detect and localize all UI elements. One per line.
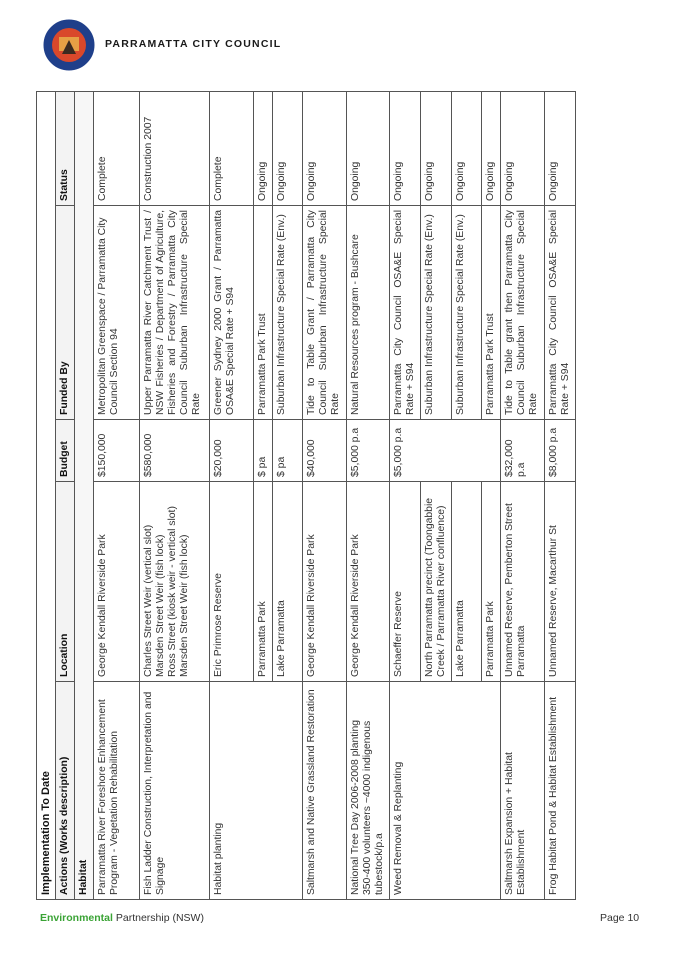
location-cell: George Kendall Riverside Park: [303, 482, 347, 682]
location-cell: Lake Parramatta: [452, 482, 482, 682]
table-row: [303, 91, 347, 899]
table-row: [140, 91, 210, 899]
footer-brand-rest: Partnership (NSW): [112, 912, 204, 924]
funded-by-cell: Tide to Table grant then Parramatta City Council Suburban Infrastructure Special Rate: [501, 206, 545, 420]
table-row: [210, 91, 254, 899]
location-cell: North Parramatta precinct (Toongabbie Creek / Parramatta River confluence): [421, 482, 452, 682]
budget-cell: $580,000: [140, 420, 210, 482]
budget-cell: $8,000 p.a: [545, 420, 576, 482]
table-title: Implementation To Date: [37, 91, 56, 899]
table-row: [545, 91, 576, 899]
funded-by-cell: Suburban Infrastructure Special Rate (Env.): [273, 206, 303, 420]
status-cell: Ongoing: [545, 91, 576, 205]
status-cell: Ongoing: [501, 91, 545, 205]
location-cell: Parramatta Park: [254, 482, 273, 682]
funded-by-cell: Greener Sydney 2000 Grant / Parramatta OSA&E Special Rate + S94: [210, 206, 254, 420]
budget-cell: $40,000: [303, 420, 347, 482]
location-cell: Unnamed Reserve, Pemberton Street Parramatta: [501, 482, 545, 682]
action-cell: Habitat planting: [210, 682, 303, 900]
action-cell: Parramatta River Foreshore Enhancement Program - Vegetation Rehabilitation: [94, 682, 140, 900]
implementation-table: [36, 91, 576, 900]
location-cell: Parramatta Park: [482, 482, 501, 682]
footer-brand: [40, 912, 204, 924]
status-cell: Ongoing: [273, 91, 303, 205]
status-cell: Construction 2007: [140, 91, 210, 205]
budget-cell: $32,000 p.a: [501, 420, 545, 482]
status-cell: Ongoing: [482, 91, 501, 205]
funded-by-cell: Parramatta Park Trust: [254, 206, 273, 420]
budget-cell: $ pa: [273, 420, 303, 482]
action-cell: Weed Removal & Replanting: [390, 682, 501, 900]
implementation-table-wrapper: [36, 92, 576, 900]
parramatta-council-crest-icon: [42, 18, 96, 72]
column-header-location: Location: [56, 482, 75, 682]
status-cell: Ongoing: [452, 91, 482, 205]
location-cell: Schaeffer Reserve: [390, 482, 421, 682]
budget-cell: $5,000 p.a: [390, 420, 501, 482]
column-header-budget: Budget: [56, 420, 75, 482]
funded-by-cell: Suburban Infrastructure Special Rate (Env.): [452, 206, 482, 420]
budget-cell: $20,000: [210, 420, 254, 482]
status-cell: Ongoing: [254, 91, 273, 205]
status-cell: Ongoing: [303, 91, 347, 205]
column-header-funded-by: Funded By: [56, 206, 75, 420]
column-header-status: Status: [56, 91, 75, 205]
budget-cell: $ pa: [254, 420, 273, 482]
funded-by-cell: Suburban Infrastructure Special Rate (Env.): [421, 206, 452, 420]
section-heading: Habitat: [75, 91, 94, 899]
table-row: [390, 91, 421, 899]
location-cell: Lake Parramatta: [273, 482, 303, 682]
funded-by-cell: Metropolitan Greenspace / Parramatta City Council Section 94: [94, 206, 140, 420]
budget-cell: $150,000: [94, 420, 140, 482]
action-cell: Saltmarsh Expansion + Habitat Establishment: [501, 682, 545, 900]
page-number: Page 10: [600, 912, 640, 924]
funded-by-cell: Natural Resources program - Bushcare: [347, 206, 390, 420]
action-cell: Saltmarsh and Native Grassland Restoration: [303, 682, 347, 900]
status-cell: Complete: [210, 91, 254, 205]
council-name: PARRAMATTA CITY COUNCIL: [105, 38, 282, 50]
budget-cell: $5,000 p.a: [347, 420, 390, 482]
action-cell: Fish Ladder Construction, Interpretation and Signage: [140, 682, 210, 900]
location-cell: George Kendall Riverside Park: [347, 482, 390, 682]
funded-by-cell: Parramatta City Council OSA&E Special Rate + S94: [390, 206, 421, 420]
status-cell: Ongoing: [421, 91, 452, 205]
location-cell: Charles Street Weir (vertical slot) Marsden Street Weir (fish lock) Ross Street (kiosk weir - vertical slot) Marsden Street Weir (fish lock): [140, 482, 210, 682]
council-logo: [42, 18, 96, 72]
action-cell: Frog Habitat Pond & Habitat Establishment: [545, 682, 576, 900]
location-cell: George Kendall Riverside Park: [94, 482, 140, 682]
footer-brand-green: Environmental: [40, 912, 113, 924]
funded-by-cell: Parramatta Park Trust: [482, 206, 501, 420]
table-row: [94, 91, 140, 899]
status-cell: Ongoing: [347, 91, 390, 205]
table-row: [501, 91, 545, 899]
funded-by-cell: Parramatta City Council OSA&E Special Rate + S94: [545, 206, 576, 420]
status-cell: Complete: [94, 91, 140, 205]
column-header-actions: Actions (Works description): [56, 682, 75, 900]
funded-by-cell: Tide to Table Grant / Parramatta City Council Suburban Infrastructure Special Rate: [303, 206, 347, 420]
location-cell: Unnamed Reserve, Macarthur St: [545, 482, 576, 682]
status-cell: Ongoing: [390, 91, 421, 205]
action-cell: National Tree Day 2006-2008 planting 350-400 volunteers ~4000 indigenous tubestock/p.a: [347, 682, 390, 900]
funded-by-cell: Upper Parramatta River Catchment Trust / NSW Fisheries / Department of Agriculture, Fisheries and Forestry / Parramatta City Council Suburban Infrastructure Special Rate: [140, 206, 210, 420]
table-row: [347, 91, 390, 899]
location-cell: Eric Primrose Reserve: [210, 482, 254, 682]
